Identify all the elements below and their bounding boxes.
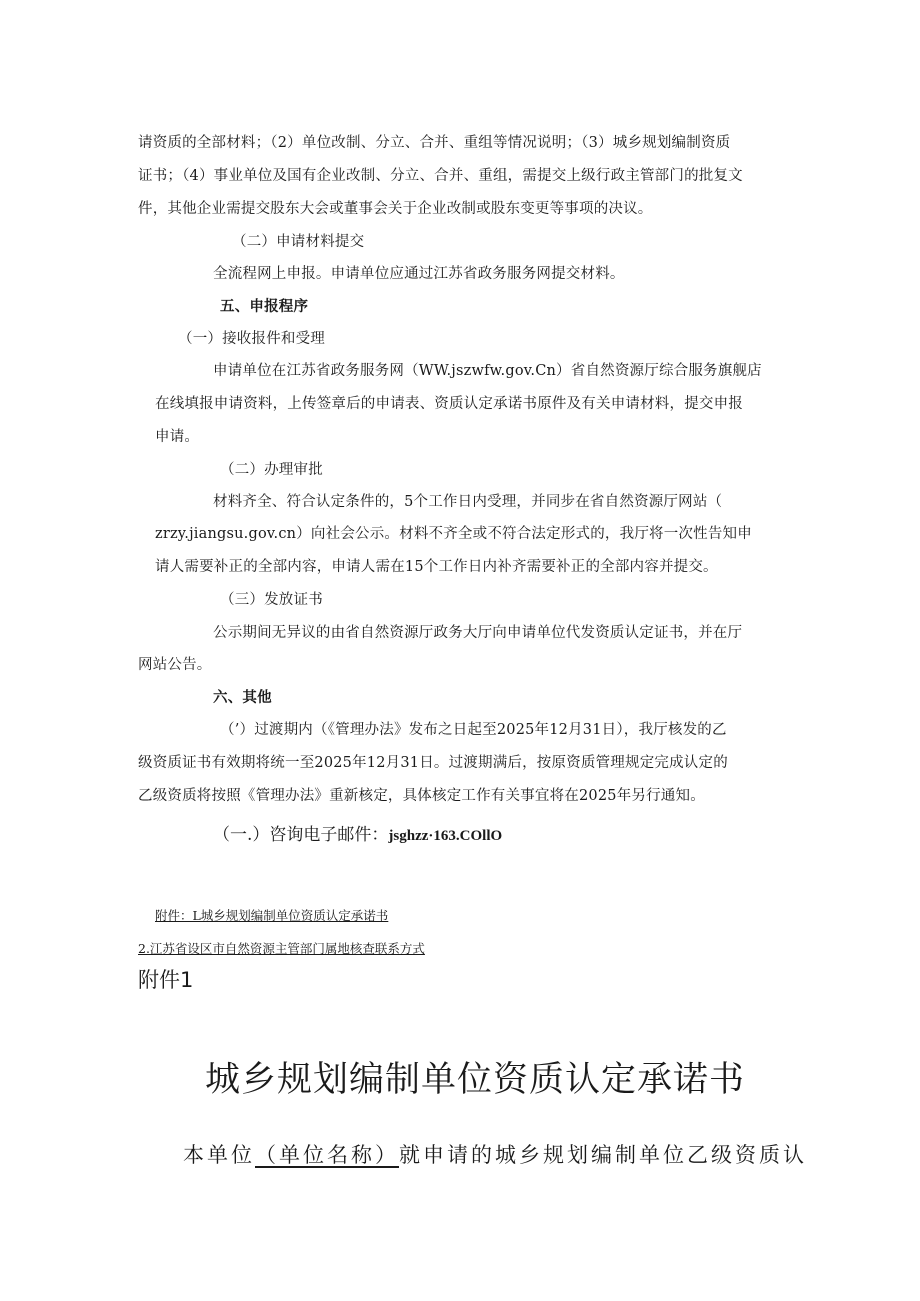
submission-heading: （二）申请材料提交 — [232, 234, 365, 250]
procedure-heading: 五、申报程序 — [220, 299, 309, 315]
procedure-sub3-line-2: 网站公告。 — [138, 657, 212, 673]
procedure-sub2-line-3: 请人需要补正的全部内容，申请人需在15个工作日内补齐需要补正的全部内容并提交。 — [155, 559, 718, 575]
appendix-intro-prefix: 本单位 — [183, 1143, 255, 1167]
appendix-intro-suffix: 就申请的城乡规划编制单位乙级资质认 — [399, 1143, 807, 1167]
other-line-2: 级资质证书有效期将统一至2025年12月31日。过渡期满后，按原资质管理规定完成认定的 — [138, 755, 728, 771]
procedure-sub1-line-3: 申请。 — [155, 429, 200, 445]
procedure-sub3-line-1: 公示期间无异议的由省自然资源厅政务大厅向申请单位代发资质认定证书，并在厅 — [213, 625, 743, 641]
appendix-label: 附件1 — [138, 968, 194, 992]
submission-text: 全流程网上申报。申请单位应通过江苏省政务服务网提交材料。 — [213, 266, 625, 282]
attachment-item-2-text[interactable]: 2.江苏省设区市自然资源主管部门属地核查联系方式 — [138, 941, 425, 956]
other-heading: 六、其他 — [213, 690, 272, 706]
unit-name-blank[interactable]: （单位名称） — [255, 1143, 399, 1167]
attachment-item-1 — [155, 906, 388, 924]
material-list-line-1: 请资质的全部材料；（2）单位改制、分立、合并、重组等情况说明；（3）城乡规划编制资质 — [138, 135, 731, 151]
consult-email-value[interactable]: jsghzz·163.COllO — [388, 828, 503, 844]
attachment-item-2 — [138, 939, 425, 957]
procedure-sub3-heading: （三）发放证书 — [220, 592, 323, 608]
consult-email-line — [213, 820, 502, 845]
appendix-title: 城乡规划编制单位资质认定承诺书 — [205, 1060, 746, 1100]
other-line-1: （’）过渡期内（《管理办法》发布之日起至2025年12月31日），我厅核发的乙 — [220, 722, 727, 738]
material-list-line-3: 件，其他企业需提交股东大会或董事会关于企业改制或股东变更等事项的决议。 — [138, 201, 653, 217]
consult-email-label: （一.）咨询电子邮件： — [213, 825, 389, 845]
procedure-sub1-line-2: 在线填报申请资料，上传签章后的申请表、资质认定承诺书原件及有关申请材料，提交申报 — [155, 396, 743, 412]
procedure-sub2-line-2: zrzy.jiangsu.gov.cn）向社会公示。材料不齐全或不符合法定形式的，我厅将一次性告知申 — [155, 526, 752, 542]
procedure-sub2-heading: （二）办理审批 — [220, 462, 323, 478]
other-line-3: 乙级资质将按照《管理办法》重新核定，具体核定工作有关事宜将在2025年另行通知。 — [138, 788, 705, 804]
attachment-item-1-text[interactable]: 附件：L城乡规划编制单位资质认定承诺书 — [155, 908, 389, 923]
procedure-sub2-line-1: 材料齐全、符合认定条件的，5个工作日内受理，并同步在省自然资源厅网站（ — [213, 494, 723, 510]
appendix-intro-line — [183, 1139, 807, 1169]
material-list-line-2: 证书；（4）事业单位及国有企业改制、分立、合并、重组，需提交上级行政主管部门的批复文 — [138, 168, 743, 184]
procedure-sub1-line-1: 申请单位在江苏省政务服务网（WW.jszwfw.gov.Cn）省自然资源厅综合服务旗舰店 — [213, 363, 762, 379]
procedure-sub1-heading: （一）接收报件和受理 — [178, 331, 325, 347]
